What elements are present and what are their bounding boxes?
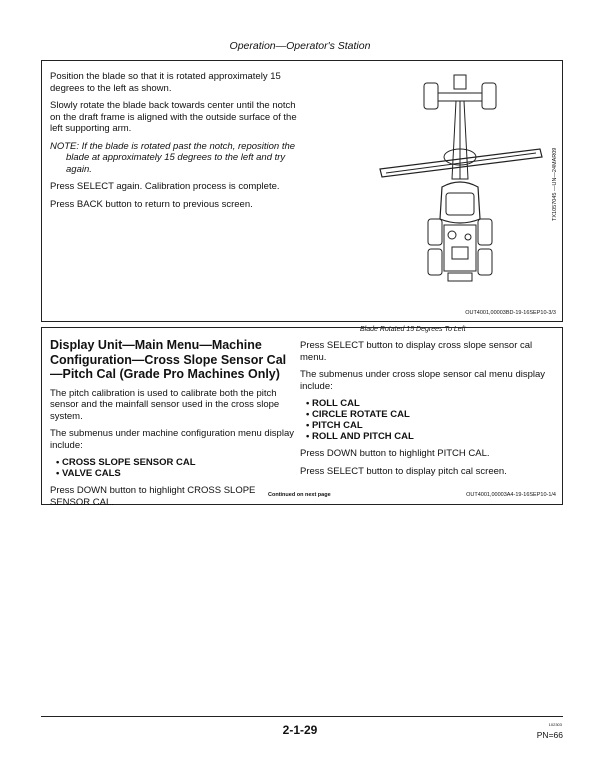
right-column <box>300 340 555 483</box>
submenu-list <box>50 457 295 479</box>
paragraph: Press SELECT button to display cross slope sensor cal menu. <box>300 340 533 363</box>
text-column <box>50 71 300 216</box>
continued-note: Continued on next page <box>268 492 331 498</box>
paragraph: The submenus under cross slope sensor cal menu display include: <box>300 369 546 392</box>
footer-code: 102303 <box>548 722 562 727</box>
section-heading: Display Unit—Main Menu—Machine Configuration—Cross Slope Sensor Cal—Pitch Cal (Grade Pro Machines Only) <box>50 338 287 381</box>
grader-top-view-illustration <box>372 69 557 289</box>
list-item: • VALVE CALS <box>56 468 295 479</box>
figure-id: TX1057045 —UN—24MAR09 <box>552 147 558 221</box>
submenu-list <box>300 398 555 442</box>
paragraph: Press DOWN button to highlight CROSS SLOPE SENSOR CAL. <box>50 485 256 508</box>
paragraph: Press SELECT again. Calibration process is complete. <box>50 181 280 192</box>
left-column <box>50 338 295 514</box>
list-item: • PITCH CAL <box>306 420 555 431</box>
paragraph: Press DOWN button to highlight PITCH CAL. <box>300 448 490 459</box>
paragraph: Position the blade so that it is rotated approximately 15 degrees to the left as shown. <box>50 71 281 94</box>
reference-code: OUT4001,00003BD-19-16SEP10-3/3 <box>465 310 556 316</box>
figure-caption: Blade Rotated 15 Degrees To Left <box>360 326 466 333</box>
paragraph: Press BACK button to return to previous screen. <box>50 198 253 210</box>
paragraph: The pitch calibration is used to calibrate both the pitch sensor and the mainfall sensor used in the cross slope system. <box>50 387 280 422</box>
page-number: 2-1-29 <box>282 723 318 737</box>
section-pitch-cal <box>41 327 563 508</box>
paragraph: The submenus under machine configuration menu display include: <box>50 428 294 451</box>
footer-divider <box>41 716 563 717</box>
paragraph: Slowly rotate the blade back towards center until the notch on the draft frame is aligned with the outside surface of the left supporting arm. <box>50 100 297 134</box>
paragraph: Press SELECT button to display pitch cal screen. <box>300 465 507 477</box>
pn-number: PN=66 <box>536 730 563 740</box>
section-blade-rotation <box>41 60 563 333</box>
list-item: • CIRCLE ROTATE CAL <box>306 409 555 420</box>
list-item: • ROLL CAL <box>306 398 555 409</box>
reference-code: OUT4001,00003A4-19-16SEP10-1/4 <box>466 492 556 498</box>
list-item: • ROLL AND PITCH CAL <box>306 431 555 442</box>
page-header: Operation—Operator's Station <box>229 40 371 52</box>
list-item: • CROSS SLOPE SENSOR CAL <box>56 457 295 468</box>
note: NOTE: If the blade is rotated past the notch, reposition the blade at approximately 15 degrees to the left and try again. <box>50 140 296 175</box>
